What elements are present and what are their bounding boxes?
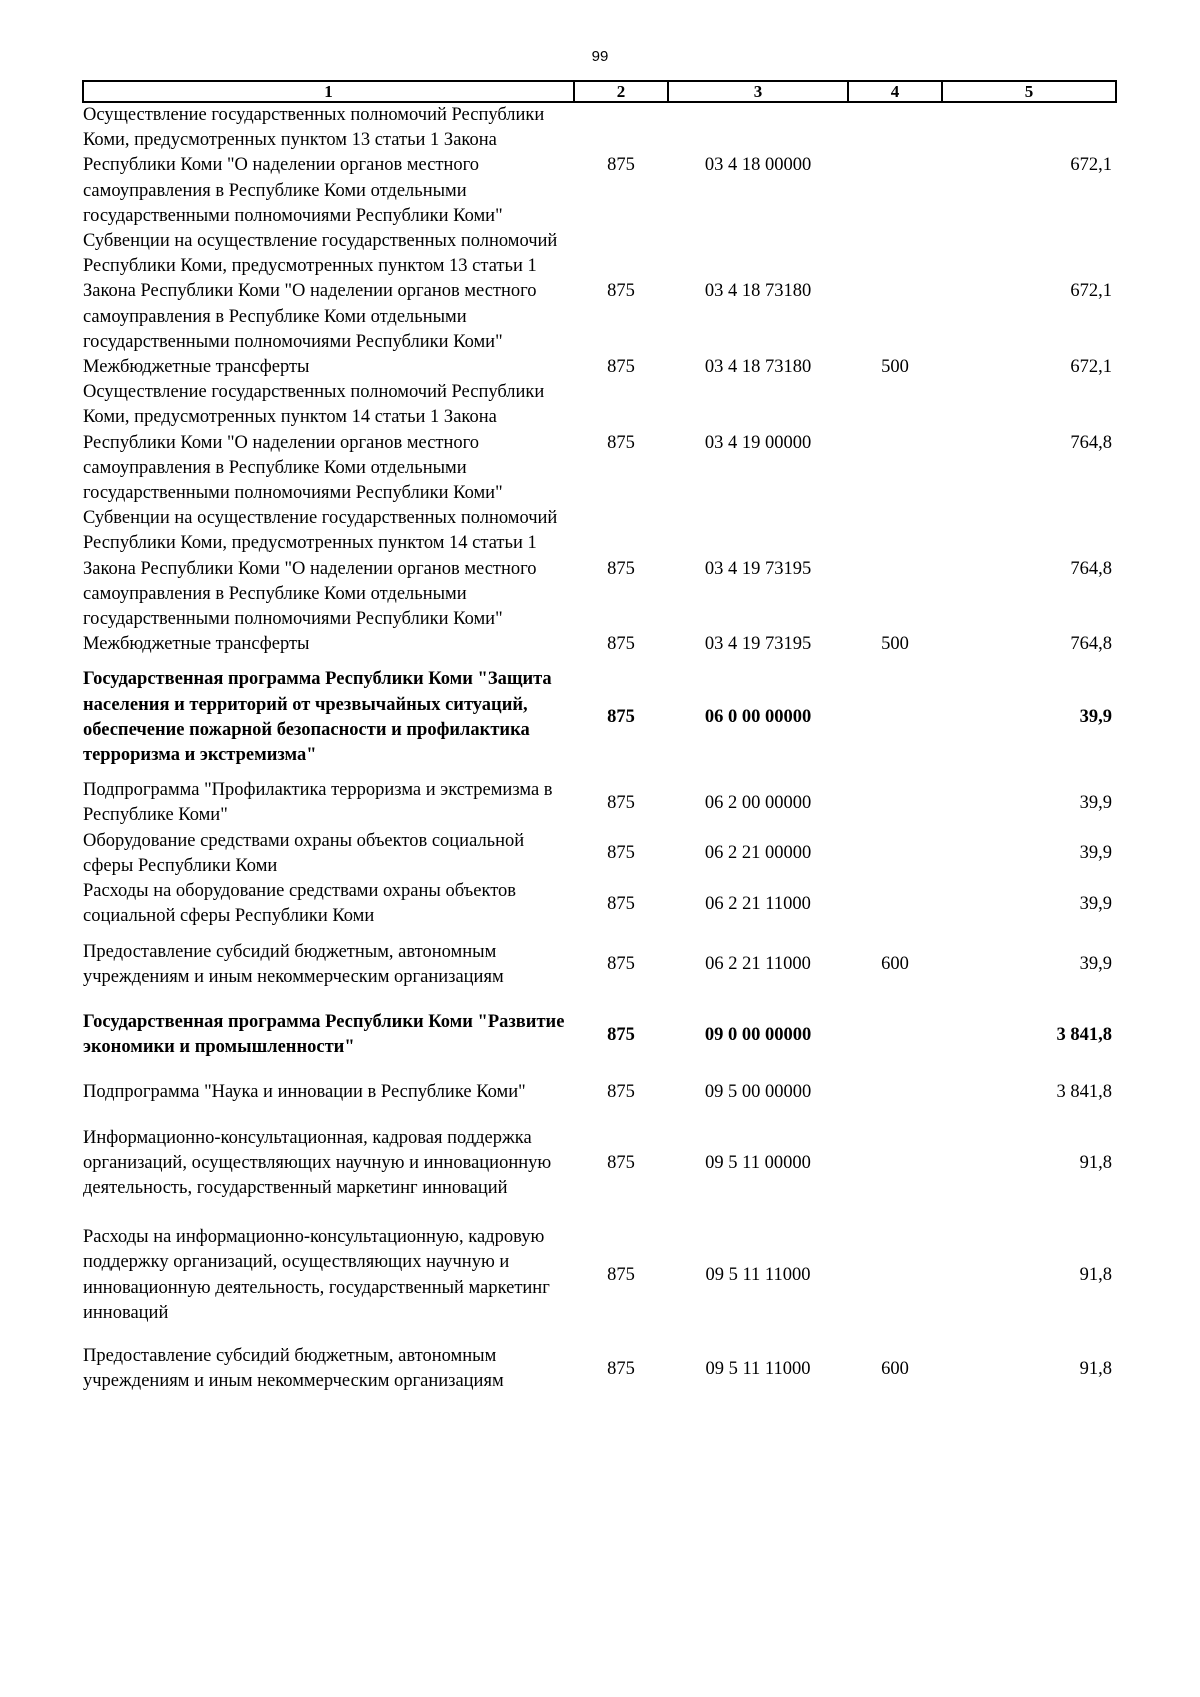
row-admin-code: 875 — [607, 792, 635, 813]
row-name: Межбюджетные трансферты — [83, 634, 310, 655]
row-name: Осуществление государственных полномочий Республики Коми, предусмотренных пунктом 14 статьи 1 Закона Республики Коми "О наделении органов местного самоуправления в Республике Коми отдельными государственными полномочиями Республики Коми" — [83, 382, 545, 504]
row-target-code: 09 0 00 00000 — [704, 1024, 812, 1045]
header-col-4: 4 — [848, 81, 942, 102]
header-col-5: 5 — [942, 81, 1116, 102]
row-amount: 764,8 — [1070, 634, 1112, 655]
row-amount: 672,1 — [1070, 155, 1112, 176]
row-admin-code: 875 — [607, 281, 635, 302]
row-admin-code: 875 — [607, 1024, 635, 1045]
budget-table — [82, 80, 1117, 1410]
row-expense-type: 500 — [881, 357, 909, 378]
row-target-code: 09 5 11 00000 — [705, 1152, 811, 1173]
row-name: Субвенции на осуществление государственных полномочий Республики Коми, предусмотренных пунктом 14 статьи 1 Закона Республики Коми "О наделении органов местного самоуправления в Республике Коми отдельными государственными полномочиями Республики Коми" — [83, 508, 558, 630]
row-admin-code: 875 — [607, 707, 635, 728]
table-row — [83, 102, 1116, 229]
row-admin-code: 875 — [607, 558, 635, 579]
row-name: Государственная программа Республики Коми "Защита населения и территорий от чрезвычайных ситуаций, обеспечение пожарной безопасности и профилактика терроризма и экстремизма" — [83, 669, 552, 766]
row-name: Расходы на информационно-консультационную, кадровую поддержку организаций, осуществляющих научную и инновационную деятельность, государственный маркетинг инноваций — [83, 1227, 550, 1323]
row-amount: 39,9 — [1079, 792, 1112, 813]
row-target-code: 09 5 11 11000 — [705, 1358, 811, 1379]
page-number: 99 — [591, 48, 609, 65]
row-name: Предоставление субсидий бюджетным, автономным учреждениям и иным некоммерческим организациям — [83, 941, 504, 987]
row-target-code: 03 4 19 73195 — [704, 634, 812, 655]
table-row — [83, 1340, 1116, 1410]
row-name: Осуществление государственных полномочий Республики Коми, предусмотренных пунктом 13 статьи 1 Закона Республики Коми "О наделении органов местного самоуправления в Республике Коми отдельными государственными полномочиями Республики Коми" — [83, 105, 545, 226]
table-row — [83, 1211, 1116, 1340]
table-row — [83, 829, 1116, 879]
row-target-code: 09 5 11 11000 — [705, 1264, 811, 1285]
table-row — [83, 930, 1116, 1000]
row-admin-code: 875 — [607, 1082, 635, 1103]
row-expense-type — [848, 657, 942, 778]
header-col-1: 1 — [83, 81, 574, 102]
row-name: Межбюджетные трансферты — [83, 357, 310, 378]
row-expense-type — [848, 1070, 942, 1115]
table-row — [83, 632, 1116, 657]
row-admin-code: 875 — [607, 1264, 635, 1285]
table-row — [83, 1116, 1116, 1212]
row-target-code: 06 2 21 11000 — [705, 954, 811, 975]
row-expense-type — [848, 1000, 942, 1070]
row-target-code: 03 4 19 73195 — [704, 558, 812, 579]
row-amount: 39,9 — [1079, 707, 1112, 728]
row-target-code: 06 2 21 11000 — [705, 893, 811, 914]
row-admin-code: 875 — [607, 357, 635, 378]
row-name: Информационно-консультационная, кадровая поддержка организаций, осуществляющих научную и инновационную деятельность, государственный маркетинг инноваций — [83, 1127, 552, 1198]
row-amount: 39,9 — [1079, 954, 1112, 975]
row-expense-type — [848, 879, 942, 929]
row-amount: 91,8 — [1079, 1152, 1112, 1173]
row-target-code: 06 2 00 00000 — [704, 792, 812, 813]
row-amount: 39,9 — [1079, 893, 1112, 914]
row-admin-code: 875 — [607, 1152, 635, 1173]
row-target-code: 03 4 18 00000 — [704, 155, 812, 176]
table-row-program — [83, 1000, 1116, 1070]
row-name: Расходы на оборудование средствами охраны объектов социальной сферы Республики Коми — [83, 881, 517, 927]
row-amount: 91,8 — [1079, 1358, 1112, 1379]
table-row — [83, 778, 1116, 828]
row-amount: 672,1 — [1070, 281, 1112, 302]
row-expense-type: 600 — [881, 1358, 909, 1379]
table-header-row — [83, 81, 1116, 102]
header-col-2: 2 — [574, 81, 668, 102]
table-row — [83, 506, 1116, 632]
table-row — [83, 355, 1116, 380]
row-target-code: 06 0 00 00000 — [704, 707, 812, 728]
row-expense-type — [848, 229, 942, 355]
row-expense-type — [848, 778, 942, 828]
row-target-code: 03 4 18 73180 — [704, 281, 812, 302]
row-target-code: 03 4 18 73180 — [704, 357, 812, 378]
row-admin-code: 875 — [607, 893, 635, 914]
row-amount: 39,9 — [1079, 843, 1112, 864]
row-amount: 764,8 — [1070, 558, 1112, 579]
row-target-code: 09 5 00 00000 — [704, 1082, 812, 1103]
row-admin-code: 875 — [607, 954, 635, 975]
table-row-program — [83, 657, 1116, 778]
row-name: Государственная программа Республики Коми "Развитие экономики и промышленности" — [83, 1011, 565, 1058]
table-row — [83, 229, 1116, 355]
row-admin-code: 875 — [607, 1358, 635, 1379]
row-admin-code: 875 — [607, 432, 635, 453]
row-amount: 91,8 — [1079, 1264, 1112, 1285]
row-name: Подпрограмма "Профилактика терроризма и экстремизма в Республике Коми" — [83, 780, 553, 826]
table-row — [83, 380, 1116, 506]
row-expense-type — [848, 102, 942, 229]
row-amount: 764,8 — [1070, 432, 1112, 453]
row-expense-type: 600 — [881, 954, 909, 975]
row-expense-type — [848, 1211, 942, 1340]
row-admin-code: 875 — [607, 843, 635, 864]
row-name: Оборудование средствами охраны объектов социальной сферы Республики Коми — [83, 830, 525, 876]
row-name: Подпрограмма "Наука и инновации в Республике Коми" — [83, 1082, 526, 1103]
table-row — [83, 1070, 1116, 1115]
row-expense-type — [848, 380, 942, 506]
row-target-code: 03 4 19 00000 — [704, 432, 812, 453]
row-expense-type — [848, 1116, 942, 1212]
row-target-code: 06 2 21 00000 — [704, 843, 812, 864]
row-expense-type: 500 — [881, 634, 909, 655]
header-col-3: 3 — [668, 81, 848, 102]
row-amount: 672,1 — [1070, 357, 1112, 378]
row-admin-code: 875 — [607, 155, 635, 176]
row-name: Субвенции на осуществление государственных полномочий Республики Коми, предусмотренных пунктом 13 статьи 1 Закона Республики Коми "О наделении органов местного самоуправления в Республике Коми отдельными государственными полномочиями Республики Коми" — [83, 231, 558, 352]
row-amount: 3 841,8 — [1056, 1024, 1112, 1045]
row-name: Предоставление субсидий бюджетным, автономным учреждениям и иным некоммерческим организациям — [83, 1345, 504, 1392]
row-expense-type — [848, 506, 942, 632]
row-admin-code: 875 — [607, 634, 635, 655]
row-expense-type — [848, 829, 942, 879]
table-row — [83, 879, 1116, 929]
row-amount: 3 841,8 — [1056, 1082, 1112, 1103]
